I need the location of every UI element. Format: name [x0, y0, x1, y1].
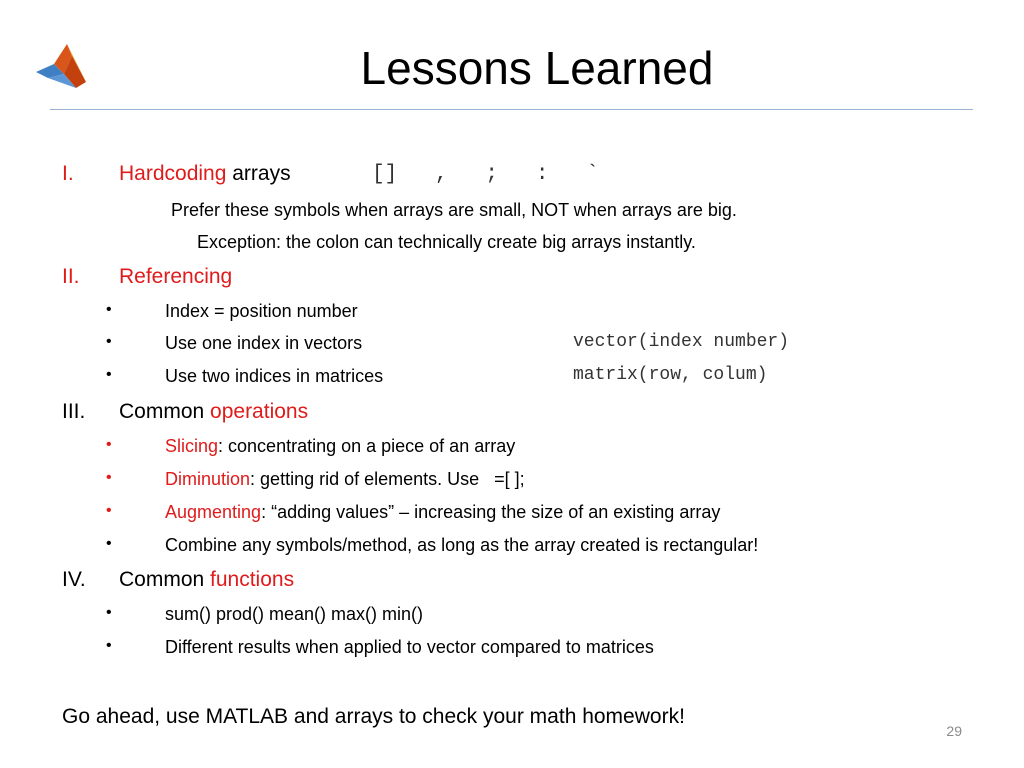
- term-description: : getting rid of elements. Use =[ ];: [250, 469, 525, 489]
- heading-plain: Common: [119, 400, 211, 423]
- hardcoding-symbols: [] , ; : `: [372, 163, 599, 186]
- note-text: Prefer these symbols when arrays are small, NOT when arrays are big.: [171, 200, 737, 220]
- list-item: Use one index in vectors: [165, 333, 363, 353]
- term-highlight: Slicing: [165, 436, 219, 456]
- code-snippet: vector(index number): [573, 332, 790, 352]
- bullet-marker: •: [106, 366, 112, 383]
- section-heading-1: [119, 161, 291, 187]
- list-item: Index = position number: [165, 301, 358, 321]
- bullet-marker: •: [106, 333, 112, 350]
- section-heading-4: [119, 567, 294, 593]
- page-number: 29: [946, 723, 962, 739]
- term-highlight: Diminution: [165, 469, 251, 489]
- section-numeral-1: I.: [62, 162, 74, 185]
- heading-highlight: operations: [210, 400, 309, 423]
- heading-highlight: functions: [210, 568, 295, 591]
- code-snippet: matrix(row, colum): [573, 365, 768, 385]
- term-description: : “adding values” – increasing the size of an existing array: [261, 502, 721, 522]
- title-divider: [50, 109, 973, 110]
- bullet-marker: •: [106, 637, 112, 654]
- heading-highlight: Hardcoding: [119, 162, 227, 185]
- list-item: Combine any symbols/method, as long as the array created is rectangular!: [165, 535, 759, 555]
- bullet-marker: •: [106, 469, 112, 486]
- term-highlight: Augmenting: [165, 502, 262, 522]
- list-item: [165, 500, 720, 524]
- list-item: Use two indices in matrices: [165, 366, 384, 386]
- term-description: : concentrating on a piece of an array: [218, 436, 516, 456]
- list-item: [165, 434, 515, 458]
- bullet-marker: •: [106, 604, 112, 621]
- page-title: Lessons Learned: [360, 42, 714, 94]
- section-numeral-3: III.: [62, 400, 86, 423]
- closing-statement: Go ahead, use MATLAB and arrays to check your math homework!: [62, 705, 685, 728]
- heading-rest: arrays: [226, 162, 291, 185]
- list-item: sum() prod() mean() max() min(): [165, 604, 424, 624]
- section-numeral-4: IV.: [62, 568, 86, 591]
- section-heading-3: [119, 399, 308, 425]
- bullet-marker: •: [106, 535, 112, 552]
- list-item: [165, 467, 525, 491]
- bullet-marker: •: [106, 436, 112, 453]
- heading-plain: Common: [119, 568, 211, 591]
- note-text: Exception: the colon can technically create big arrays instantly.: [197, 232, 696, 252]
- bullet-marker: •: [106, 502, 112, 519]
- section-numeral-2: II.: [62, 265, 80, 288]
- section-heading-2: Referencing: [119, 265, 233, 288]
- list-item: Different results when applied to vector compared to matrices: [165, 637, 654, 657]
- bullet-marker: •: [106, 301, 112, 318]
